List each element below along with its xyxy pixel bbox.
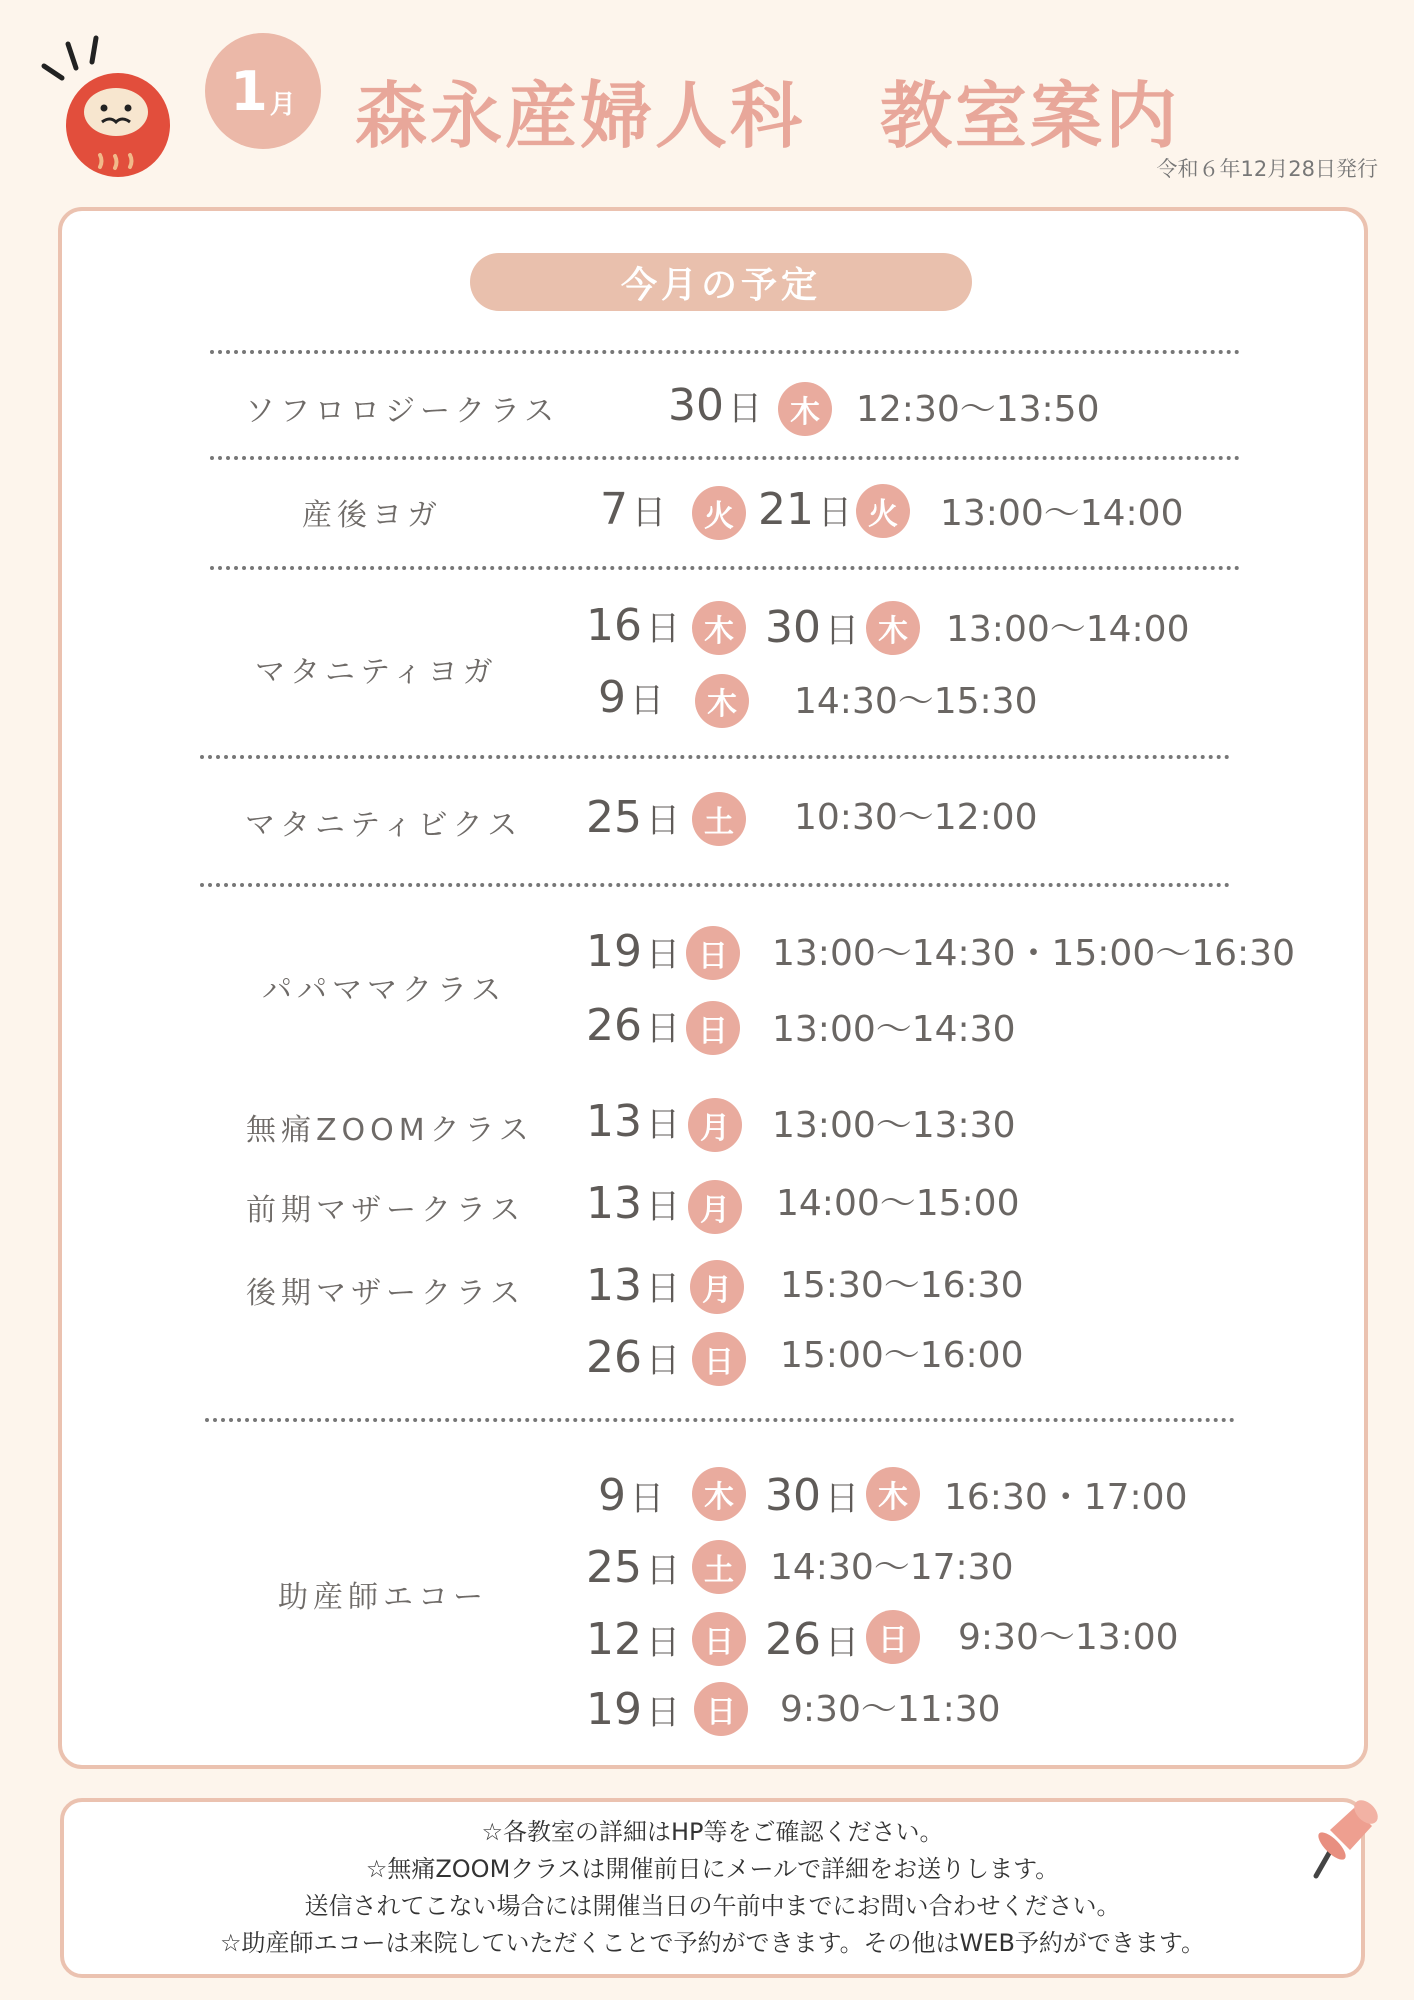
- row-divider: [210, 566, 1240, 570]
- row-divider: [205, 1418, 1235, 1422]
- row-divider: [200, 883, 1230, 887]
- weekday-badge: 土: [692, 792, 746, 846]
- note-line: ☆各教室の詳細はHP等をご確認ください。: [481, 1818, 944, 1846]
- weekday-badge: 月: [688, 1180, 742, 1234]
- schedule-heading: 今月の予定: [470, 253, 972, 311]
- row-divider: [210, 350, 1240, 354]
- session-day: 30 日: [668, 380, 762, 431]
- note-line: ☆助産師エコーは来院していただくことで予約ができます。その他はWEB予約ができます。: [219, 1929, 1206, 1957]
- session-day: 9 日: [598, 672, 664, 723]
- weekday-badge: 木: [866, 1467, 920, 1521]
- session-time: 9:30〜13:00: [958, 1617, 1179, 1658]
- page-title: 森永産婦人科 教室案内: [355, 74, 1181, 158]
- session-time: 13:00〜14:00: [940, 493, 1184, 534]
- session-day: 26 日: [586, 1332, 680, 1383]
- session-day: 19 日: [586, 926, 680, 977]
- class-name-sophrology: ソフロロジークラス: [245, 394, 560, 429]
- weekday-badge: 木: [778, 382, 832, 436]
- weekday-badge: 土: [692, 1540, 746, 1594]
- session-day: 30 日: [765, 602, 859, 653]
- note-line: 送信されてこない場合には開催当日の午前中までにお問い合わせください。: [304, 1892, 1121, 1920]
- row-divider: [210, 456, 1240, 460]
- weekday-badge: 日: [686, 1001, 740, 1055]
- class-name-painless-zoom: 無痛ZOOMクラス: [246, 1113, 534, 1148]
- session-day: 13 日: [586, 1178, 680, 1229]
- weekday-badge: 日: [694, 1682, 748, 1736]
- session-time: 9:30〜11:30: [780, 1689, 1001, 1730]
- weekday-badge: 火: [692, 486, 746, 540]
- class-name-early-mother: 前期マザークラス: [246, 1193, 526, 1228]
- session-time: 10:30〜12:00: [794, 797, 1038, 838]
- session-day: 30 日: [765, 1470, 859, 1521]
- weekday-badge: 木: [692, 601, 746, 655]
- schedule-card: [58, 207, 1368, 1769]
- session-time: 16:30・17:00: [944, 1477, 1188, 1518]
- session-time: 15:30〜16:30: [780, 1265, 1024, 1306]
- session-time: 14:30〜17:30: [770, 1547, 1014, 1588]
- month-unit: 月: [269, 89, 296, 120]
- session-time: 13:00〜14:30・15:00〜16:30: [772, 933, 1295, 974]
- daruma-icon: [40, 30, 180, 180]
- weekday-badge: 火: [856, 484, 910, 538]
- session-day: 16 日: [586, 600, 680, 651]
- weekday-badge: 木: [692, 1467, 746, 1521]
- session-day: 19 日: [586, 1684, 680, 1735]
- row-divider: [200, 755, 1230, 759]
- session-day: 25 日: [586, 792, 680, 843]
- month-number: 1: [230, 59, 268, 123]
- session-day: 13 日: [586, 1260, 680, 1311]
- session-day: 13 日: [586, 1096, 680, 1147]
- weekday-badge: 日: [686, 926, 740, 980]
- weekday-badge: 木: [695, 674, 749, 728]
- class-name-late-mother: 後期マザークラス: [246, 1276, 526, 1311]
- weekday-badge: 木: [866, 601, 920, 655]
- session-time: 15:00〜16:00: [780, 1335, 1024, 1376]
- session-day: 7 日: [600, 484, 666, 535]
- issue-date: 令和６年12月28日発行: [1156, 157, 1378, 181]
- session-day: 26 日: [765, 1614, 859, 1665]
- session-time: 14:00〜15:00: [776, 1183, 1020, 1224]
- class-name-postpartum-yoga: 産後ヨガ: [302, 498, 442, 533]
- session-time: 14:30〜15:30: [794, 681, 1038, 722]
- class-name-papa-mama: パパママクラス: [262, 973, 507, 1008]
- weekday-badge: 日: [866, 1610, 920, 1664]
- pushpin-icon: [1310, 1790, 1390, 1880]
- session-day: 21 日: [758, 484, 852, 535]
- class-name-maternity-yoga: マタニティヨガ: [255, 655, 498, 690]
- notes-card: [60, 1798, 1365, 1978]
- weekday-badge: 月: [688, 1098, 742, 1152]
- class-name-midwife-echo: 助産師エコー: [278, 1580, 488, 1615]
- note-line: ☆無痛ZOOMクラスは開催前日にメールで詳細をお送りします。: [365, 1855, 1060, 1883]
- session-day: 9 日: [598, 1470, 664, 1521]
- session-time: 13:00〜14:00: [946, 609, 1190, 650]
- session-day: 26 日: [586, 1000, 680, 1051]
- class-name-maternity-bics: マタニティビクス: [245, 808, 523, 843]
- session-time: 12:30〜13:50: [856, 389, 1100, 430]
- weekday-badge: 日: [692, 1332, 746, 1386]
- session-day: 12 日: [586, 1614, 680, 1665]
- session-day: 25 日: [586, 1542, 680, 1593]
- session-time: 13:00〜14:30: [772, 1009, 1016, 1050]
- weekday-badge: 月: [690, 1260, 744, 1314]
- month-badge: [205, 33, 321, 149]
- weekday-badge: 日: [692, 1612, 746, 1666]
- session-time: 13:00〜13:30: [772, 1105, 1016, 1146]
